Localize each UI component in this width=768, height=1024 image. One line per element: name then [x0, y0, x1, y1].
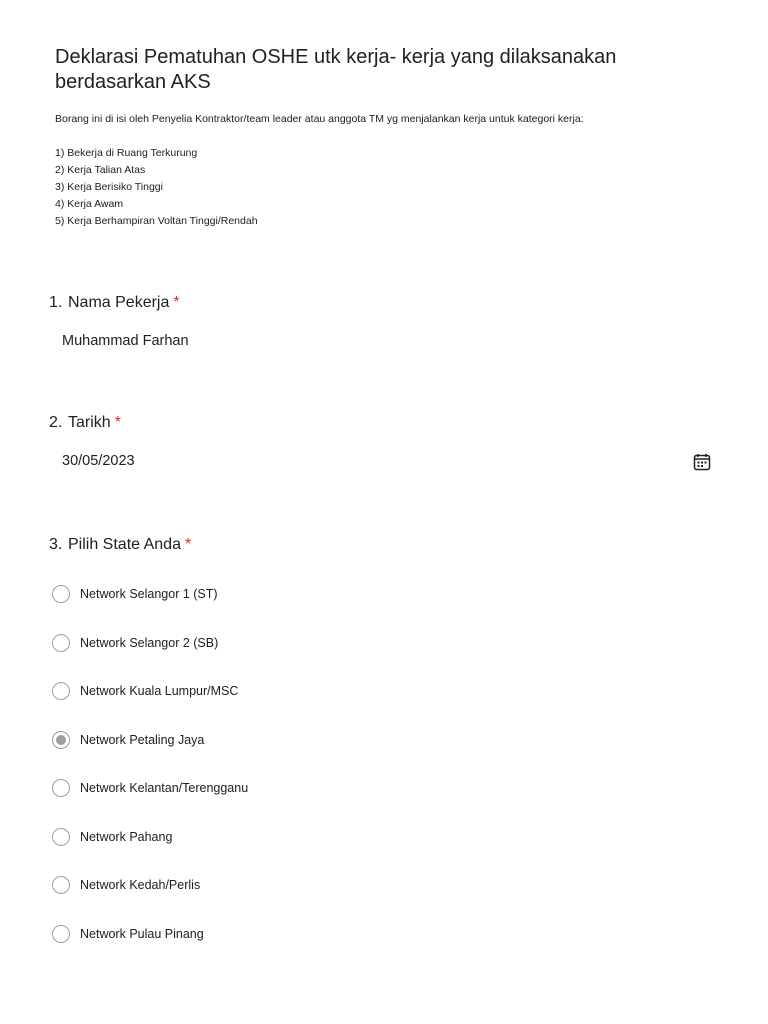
option-label: Network Pulau Pinang: [80, 926, 204, 941]
description-item: 5) Kerja Berhampiran Voltan Tinggi/Rendah: [55, 215, 258, 227]
option-network-selangor-2[interactable]: [52, 619, 719, 668]
option-label: Network Kedah/Perlis: [80, 878, 201, 893]
radio-button[interactable]: [52, 682, 70, 700]
radio-button[interactable]: [52, 585, 70, 603]
option-network-kedah-perlis[interactable]: [52, 861, 719, 910]
date-field[interactable]: [49, 453, 719, 475]
radio-button[interactable]: [52, 634, 70, 652]
description-item: 2) Kerja Talian Atas: [55, 164, 146, 176]
question-header: [49, 536, 719, 554]
nama-pekerja-answer[interactable]: Muhammad Farhan: [62, 333, 189, 349]
radio-button[interactable]: [52, 925, 70, 943]
required-mark: *: [114, 414, 121, 431]
required-mark: *: [184, 536, 192, 553]
form-title: Deklarasi Pematuhan OSHE utk kerja- kerja yang dilaksanakan berdasarkan AKS: [55, 46, 617, 93]
question-number: 3.: [49, 536, 63, 553]
option-label: Network Kelantan/Terengganu: [80, 781, 249, 796]
option-label: Network Pahang: [80, 829, 173, 844]
question-nama-pekerja: [49, 294, 719, 349]
required-mark: *: [173, 294, 180, 311]
question-header: [49, 414, 719, 432]
state-options: [49, 570, 719, 958]
description-item: 1) Bekerja di Ruang Terkurung: [55, 147, 198, 159]
description-intro: Borang ini di isi oleh Penyelia Kontraktor/team leader atau anggota TM yg menjalankan kerja untuk kategori kerja:: [55, 113, 584, 125]
option-network-kelantan-terengganu[interactable]: [52, 764, 719, 813]
tarikh-answer: 30/05/2023: [62, 453, 135, 469]
calendar-icon[interactable]: [693, 453, 711, 471]
question-pilih-state: [49, 536, 719, 958]
question-number: 2.: [49, 414, 63, 431]
option-network-pahang[interactable]: [52, 813, 719, 862]
question-label: Pilih State Anda: [68, 536, 181, 553]
radio-button[interactable]: [52, 828, 70, 846]
radio-button[interactable]: [52, 779, 70, 797]
option-label: Network Selangor 2 (SB): [80, 635, 219, 650]
question-tarikh: [49, 414, 719, 475]
question-label: Nama Pekerja: [68, 294, 170, 311]
option-network-selangor-1[interactable]: [52, 570, 719, 619]
option-label: Network Petaling Jaya: [80, 732, 205, 747]
option-label: Network Kuala Lumpur/MSC: [80, 684, 239, 699]
question-header: [49, 294, 719, 312]
description-item: 3) Kerja Berisiko Tinggi: [55, 181, 163, 193]
radio-button[interactable]: [52, 876, 70, 894]
option-network-petaling-jaya[interactable]: [52, 716, 719, 765]
radio-button-selected[interactable]: [52, 731, 70, 749]
question-label: Tarikh: [68, 414, 111, 431]
question-number: 1.: [49, 294, 63, 311]
option-label: Network Selangor 1 (ST): [80, 587, 218, 602]
option-network-pulau-pinang[interactable]: [52, 910, 719, 959]
option-network-kuala-lumpur[interactable]: [52, 667, 719, 716]
description-item: 4) Kerja Awam: [55, 198, 124, 210]
form-description: [55, 111, 720, 230]
